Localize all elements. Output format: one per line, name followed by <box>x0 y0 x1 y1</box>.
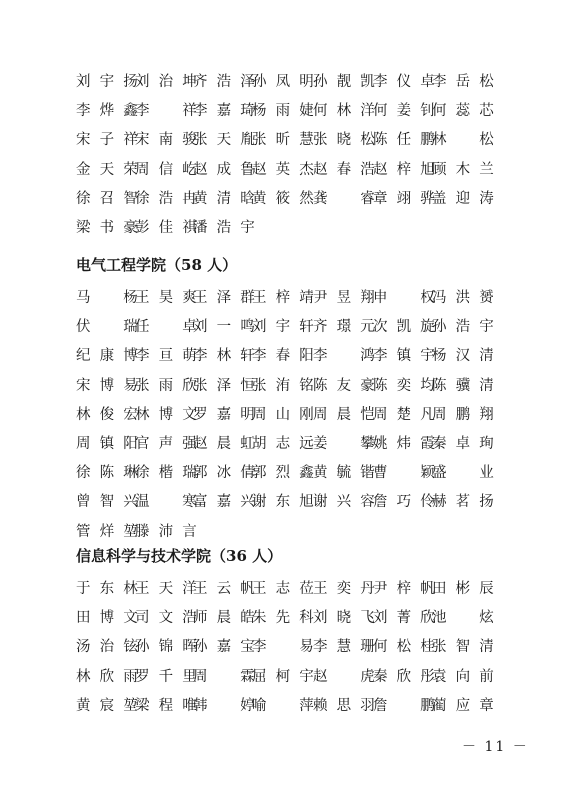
person-name: 冯洪赟 <box>432 290 494 306</box>
person-name: 屈柯宇 <box>252 668 314 685</box>
person-name: 赖思羽 <box>313 697 375 714</box>
name-row <box>0 521 565 543</box>
person-name: 陈任鹏 <box>373 132 435 149</box>
person-name: 次凯旋 <box>373 319 435 336</box>
person-name: 刘一鸣 <box>193 319 255 336</box>
person-name: 刘治坤 <box>135 74 197 90</box>
person-name: 齐璟元 <box>313 319 375 336</box>
name-row <box>0 100 565 122</box>
name-row <box>0 316 565 338</box>
person-name: 黄毓锴 <box>313 465 375 482</box>
person-name: 蔺应章 <box>432 697 494 714</box>
person-name: 梁书豪 <box>76 220 138 236</box>
person-name: 潘浩宇 <box>193 220 255 236</box>
person-name: 林欣雨 <box>76 668 138 685</box>
person-name: 林博文 <box>135 406 197 423</box>
person-name: 林 松 <box>432 132 494 149</box>
person-name: 周晨恺 <box>313 406 375 423</box>
name-row <box>0 491 565 513</box>
person-name: 罗千里 <box>135 668 197 685</box>
person-name: 杨雨婕 <box>252 103 314 120</box>
person-name: 李林轩 <box>193 348 255 365</box>
person-name: 王天洋 <box>135 581 197 597</box>
person-name: 王志莅 <box>252 581 314 597</box>
name-row <box>0 607 565 629</box>
name-row <box>0 217 565 239</box>
person-name: 林俊宏 <box>76 406 138 423</box>
person-name: 喻 萍 <box>252 697 314 714</box>
person-name: 王泽群 <box>193 290 255 306</box>
person-name: 纪康博 <box>76 348 138 365</box>
person-name: 宋子祥 <box>76 132 138 149</box>
person-name: 任 卓 <box>135 319 197 336</box>
name-row <box>0 433 565 455</box>
person-name: 龚 睿 <box>313 190 375 207</box>
name-row <box>0 71 565 93</box>
person-name: 郭冰倩 <box>193 465 255 482</box>
person-name: 盛 业 <box>432 465 494 482</box>
person-name: 张雨欣 <box>135 377 197 394</box>
person-name: 徐召智 <box>76 190 138 207</box>
person-name: 尹梓帆 <box>373 581 435 597</box>
person-name: 赫茗扬 <box>432 494 494 511</box>
person-name: 顾木兰 <box>432 161 494 178</box>
page-number: － 11 － <box>462 739 529 755</box>
person-name: 张昕慧 <box>252 132 314 149</box>
person-name: 张洧铭 <box>252 377 314 394</box>
person-name: 杨汉清 <box>432 348 494 365</box>
person-name: 孙靓凯 <box>313 74 375 90</box>
person-name: 章翊骅 <box>373 190 435 207</box>
section-heading: 电气工程学院（58 人） <box>76 256 238 274</box>
person-name: 周 霖 <box>193 668 255 685</box>
name-row <box>0 345 565 367</box>
person-name: 赵晨虹 <box>193 436 255 452</box>
person-name: 李仪卓 <box>373 74 435 90</box>
name-row <box>0 578 565 600</box>
person-name: 陈友豪 <box>313 377 375 394</box>
person-name: 袁向前 <box>432 668 494 685</box>
person-name: 姜 攀 <box>313 436 375 452</box>
name-row <box>0 666 565 688</box>
person-name: 赵梓旭 <box>373 161 435 178</box>
person-name: 伏 瑞 <box>76 319 138 336</box>
person-name: 赵春浩 <box>313 161 375 178</box>
name-row <box>0 404 565 426</box>
person-name: 申 权 <box>373 290 435 306</box>
person-name: 王梓靖 <box>252 290 314 306</box>
person-name: 詹巧伶 <box>373 494 435 511</box>
person-name: 徐陈琳 <box>76 465 138 482</box>
person-name: 曾智兴 <box>76 494 138 511</box>
person-name: 孙凤明 <box>252 74 314 90</box>
name-row <box>0 188 565 210</box>
person-name: 李 易 <box>252 639 314 656</box>
person-name: 王奕丹 <box>313 581 375 597</box>
person-name: 温 寒 <box>135 494 197 511</box>
person-name: 何姜钊 <box>373 103 435 120</box>
person-name: 何松桂 <box>373 639 435 656</box>
person-name: 齐浩泽 <box>193 74 255 90</box>
person-name: 李嘉琦 <box>193 103 255 120</box>
person-name: 黄宸堃 <box>76 697 138 714</box>
person-name: 滕沛言 <box>135 523 197 540</box>
name-row <box>0 695 565 717</box>
person-name: 刘宇扬 <box>76 74 138 90</box>
person-name: 刘菁欣 <box>373 610 435 627</box>
person-name: 马 杨 <box>76 290 138 306</box>
person-name: 李 祥 <box>135 103 197 120</box>
person-name: 赵成鲁 <box>193 161 255 178</box>
person-name: 何蕊芯 <box>432 103 494 120</box>
person-name: 陈奕均 <box>373 377 435 394</box>
person-name: 徐楷瑞 <box>135 465 197 482</box>
person-name: 宋博易 <box>76 377 138 394</box>
person-name: 罗嘉明 <box>193 406 255 423</box>
person-name: 官声强 <box>135 436 197 452</box>
person-name: 黄筱然 <box>252 190 314 207</box>
person-name: 秦欣彤 <box>373 668 435 685</box>
name-row <box>0 636 565 658</box>
person-name: 于东林 <box>76 581 138 597</box>
person-name: 李慧珊 <box>313 639 375 656</box>
person-name: 郭烈鑫 <box>252 465 314 482</box>
person-name: 李 鸿 <box>313 348 375 365</box>
person-name: 盖迎涛 <box>432 190 494 207</box>
person-name: 詹 鹏 <box>373 697 435 714</box>
person-name: 师晨皓 <box>193 610 255 627</box>
person-name: 李春阳 <box>252 348 314 365</box>
person-name: 孙浩宇 <box>432 319 494 336</box>
person-name: 姚炜霞 <box>373 436 435 452</box>
person-name: 田彬辰 <box>432 581 494 597</box>
person-name: 王昊爽 <box>135 290 197 306</box>
person-name: 李亘萌 <box>135 348 197 365</box>
person-name: 周镇阳 <box>76 436 138 452</box>
person-name: 彭佳祺 <box>135 220 197 236</box>
person-name: 朱先科 <box>252 610 314 627</box>
person-name: 曹 颖 <box>373 465 435 482</box>
person-name: 李镇宇 <box>373 348 435 365</box>
person-name: 富嘉兴 <box>193 494 255 511</box>
person-name: 刘宇轩 <box>252 319 314 336</box>
person-name: 何林洋 <box>313 103 375 120</box>
person-name: 周山刚 <box>252 406 314 423</box>
person-name: 尹昱翔 <box>313 290 375 306</box>
person-name: 陈骥清 <box>432 377 494 394</box>
person-name: 秦卓珣 <box>432 436 494 452</box>
person-name: 胡志远 <box>252 436 314 452</box>
person-name: 韩 婷 <box>193 697 255 714</box>
person-name: 谢东旭 <box>252 494 314 511</box>
person-name: 黄清晗 <box>193 190 255 207</box>
person-name: 赵英杰 <box>252 161 314 178</box>
person-name: 徐浩冉 <box>135 190 197 207</box>
person-name: 张天胤 <box>193 132 255 149</box>
person-name: 张晓松 <box>313 132 375 149</box>
person-name: 王云帆 <box>193 581 255 597</box>
person-name: 李岳松 <box>432 74 494 90</box>
person-name: 谢兴容 <box>313 494 375 511</box>
section-heading: 信息科学与技术学院（36 人） <box>76 547 283 565</box>
name-row <box>0 129 565 151</box>
person-name: 周鹏翔 <box>432 406 494 423</box>
name-row <box>0 375 565 397</box>
person-name: 刘晓飞 <box>313 610 375 627</box>
person-name: 司文浩 <box>135 610 197 627</box>
person-name: 周楚凡 <box>373 406 435 423</box>
person-name: 孙嘉宝 <box>193 639 255 656</box>
person-name: 李烨鑫 <box>76 103 138 120</box>
person-name: 梁程唯 <box>135 697 197 714</box>
person-name: 管烊堃 <box>76 523 138 540</box>
person-name: 汤治铉 <box>76 639 138 656</box>
person-name: 田博文 <box>76 610 138 627</box>
person-name: 宋南骏 <box>135 132 197 149</box>
name-row <box>0 159 565 181</box>
person-name: 张泽恒 <box>193 377 255 394</box>
person-name: 周信屹 <box>135 161 197 178</box>
name-row <box>0 462 565 484</box>
name-row <box>0 287 565 309</box>
person-name: 孙锦晖 <box>135 639 197 656</box>
person-name: 金天荣 <box>76 161 138 178</box>
person-name: 赵 虎 <box>313 668 375 685</box>
person-name: 张智清 <box>432 639 494 656</box>
person-name: 池 炫 <box>432 610 494 627</box>
